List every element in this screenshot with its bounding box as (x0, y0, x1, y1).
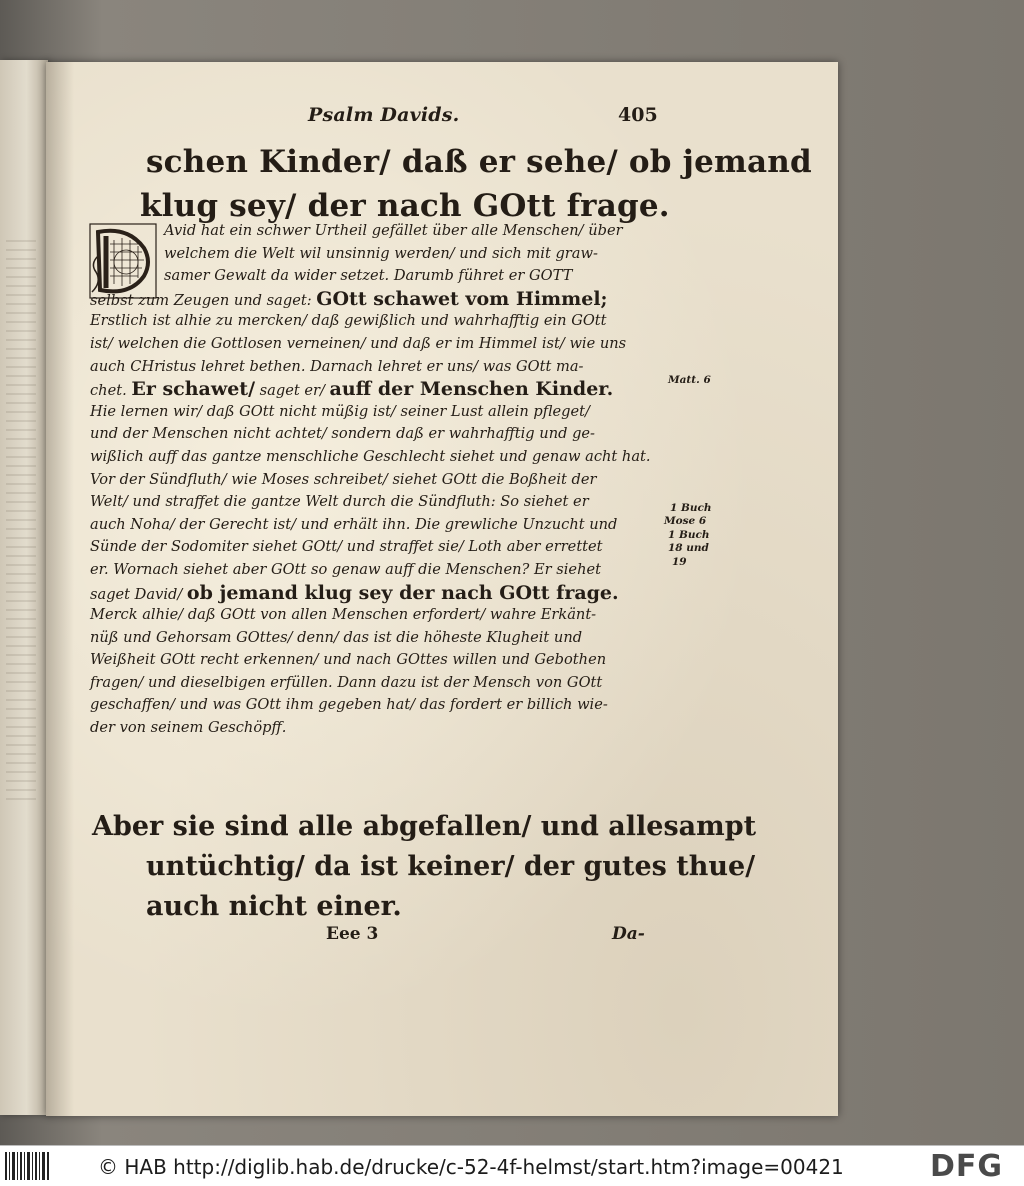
left-page-edge (0, 60, 48, 1115)
text-line: auch Noha/ der Gerecht ist/ und erhält ihn. Die grewliche Unzucht und (90, 515, 618, 533)
text-line: geschaffen/ und was GOtt ihm gegeben hat/ das fordert er billich wie- (90, 696, 608, 714)
running-head: Psalm Davids. (308, 104, 460, 126)
emphasis-text: auff der Menschen Kinder. (329, 378, 614, 401)
text-line (90, 582, 660, 605)
text-line: auch CHristus lehret bethen. Darnach lehret er uns/ was GOtt ma- (90, 357, 584, 375)
heading-line: schen Kinder/ daß er sehe/ ob jemand (146, 144, 812, 180)
text-line (90, 378, 660, 401)
text-line: Sünde der Sodomiter siehet GOtt/ und straffet sie/ Loth aber errettet (90, 538, 603, 556)
margin-note-buch: 1 Buch (668, 529, 710, 541)
text-segment: chet. (90, 382, 127, 400)
text-segment: selbst zum Zeugen und saget: (90, 291, 312, 309)
page-number: 405 (618, 104, 658, 126)
signature-mark: Eee 3 (326, 924, 379, 944)
barcode-icon (4, 1150, 50, 1182)
text-line: wißlich auff das gantze menschliche Geschlecht siehet und genaw acht hat. (90, 447, 651, 465)
verse-block (92, 807, 757, 927)
text-line: Avid hat ein schwer Urtheil gefället über alle Menschen/ über (164, 222, 623, 239)
text-line: er. Wornach siehet aber GOtt so genaw auff die Menschen? Er siehet (90, 560, 601, 578)
text-line: und der Menschen nicht achtet/ sondern daß er wahrhafftig und ge- (90, 425, 595, 443)
heading-line: klug sey/ der nach GOtt frage. (140, 188, 670, 224)
verse-line: Aber sie sind alle abgefallen/ und allesampt (92, 811, 757, 842)
heading (140, 140, 812, 228)
emphasis-text: Er schawet/ (131, 378, 256, 401)
book-page (46, 62, 838, 1116)
text-line: der von seinem Geschöpff. (90, 719, 287, 737)
margin-note-chapter: 19 (672, 556, 687, 568)
body-text (90, 220, 660, 740)
text-line: Hie lernen wir/ daß GOtt nicht müßig ist/ seiner Lust allein pfleget/ (90, 402, 590, 420)
text-line: Erstlich ist alhie zu mercken/ daß gewißlich und wahrhafftig ein GOtt (90, 312, 607, 330)
emphasis-text: ob jemand klug sey der nach GOtt frage. (186, 581, 619, 604)
text-line: fragen/ und dieselbigen erfüllen. Dann dazu ist der Mensch von GOtt (90, 673, 603, 691)
footer-bar (0, 1145, 1024, 1186)
text-segment: saget er/ (259, 382, 330, 400)
text-line: nüß und Gehorsam GOttes/ denn/ das ist die höheste Klugheit und (90, 628, 583, 646)
emphasis-text: GOtt schawet vom Himmel; (316, 287, 608, 310)
text-line: Weißheit GOtt recht erkennen/ und nach GOttes willen und Gebothen (90, 651, 607, 669)
text-line: Vor der Sündfluth/ wie Moses schreibet/ siehet GOtt die Boßheit der (90, 470, 597, 488)
text-line: Welt/ und straffet die gantze Welt durch die Sündfluth: So siehet er (90, 493, 589, 511)
margin-note-buch: 1 Buch (670, 502, 712, 514)
catchword: Da- (612, 924, 645, 944)
verse-line: auch nicht einer. (146, 891, 402, 922)
dfg-logo: DFG (930, 1149, 1004, 1184)
margin-note-chapter: 18 und (668, 542, 709, 554)
text-line (90, 288, 660, 311)
text-line: samer Gewalt da wider setzet. Darumb führet er GOTT (164, 267, 573, 285)
text-line: ist/ welchen die Gottlosen verneinen/ und daß er im Himmel ist/ wie uns (90, 334, 627, 352)
verse-line: untüchtig/ da ist keiner/ der gutes thue/ (146, 851, 756, 882)
copyright-link[interactable]: © HAB http://diglib.hab.de/drucke/c-52-4f-helmst/start.htm?image=00421 (98, 1155, 844, 1179)
text-line: welchem die Welt wil unsinnig werden/ und sich mit graw- (164, 244, 598, 262)
margin-note-mose: Mose 6 (664, 515, 707, 527)
margin-note-matt: Matt. 6 (668, 374, 711, 386)
text-line: Merck alhie/ daß GOtt von allen Menschen erfordert/ wahre Erkänt- (90, 606, 597, 624)
text-segment: saget David/ (90, 585, 183, 603)
